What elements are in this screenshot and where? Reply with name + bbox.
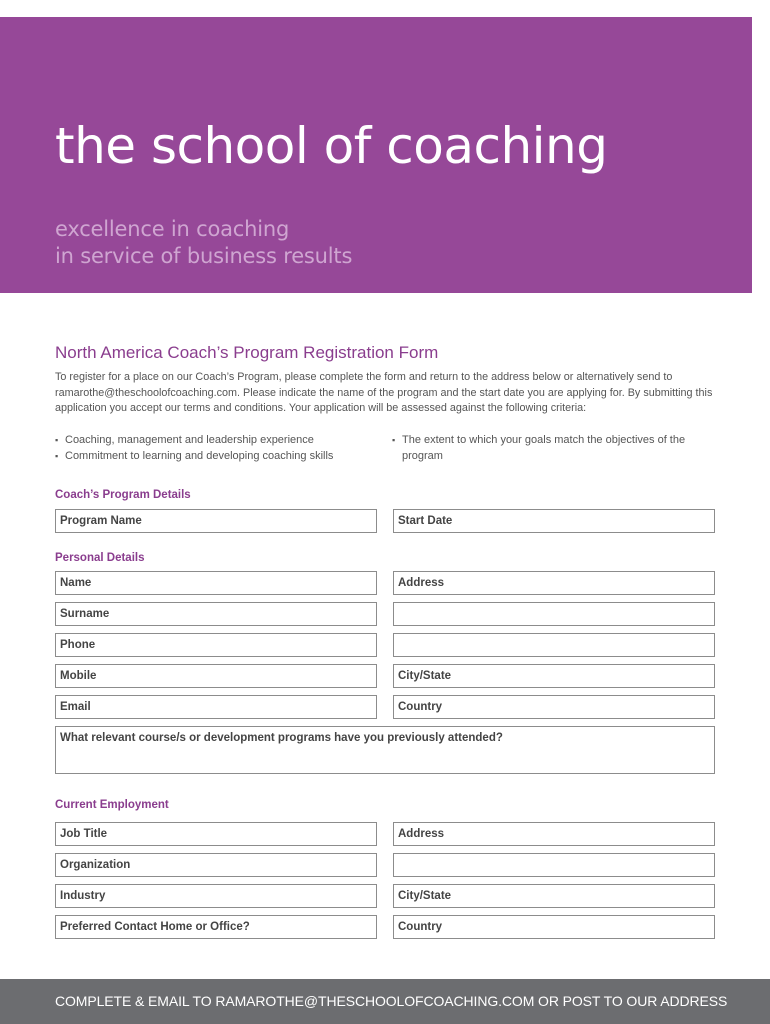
address-field[interactable]: [393, 571, 715, 595]
program-section-heading: Coach’s Program Details: [55, 489, 191, 501]
address-label: Address: [398, 577, 445, 589]
program-name-field[interactable]: [55, 509, 377, 533]
country-label: Country: [398, 701, 443, 713]
surname-field[interactable]: [55, 602, 377, 626]
organization-field[interactable]: [55, 853, 377, 877]
country-field[interactable]: [393, 695, 715, 719]
mobile-label: Mobile: [60, 670, 97, 682]
start-date-field[interactable]: [393, 509, 715, 533]
job-title-label: Job Title: [60, 828, 108, 840]
job-title-field[interactable]: [55, 822, 377, 846]
start-date-label: Start Date: [398, 515, 453, 527]
footer-bar: [0, 979, 770, 1024]
work-country-field[interactable]: [393, 915, 715, 939]
header-banner: [0, 17, 752, 293]
footer-text: COMPLETE & EMAIL TO RAMAROTHE@THESCHOOLOFCOACHING.COM OR POST TO OUR ADDRESS: [55, 993, 728, 1009]
email-field[interactable]: [55, 695, 377, 719]
work-city-state-label: City/State: [398, 890, 452, 902]
previous-courses-label: What relevant course/s or development programs have you previously attended?: [60, 732, 503, 744]
employment-section-heading: Current Employment: [55, 799, 169, 811]
organization-label: Organization: [60, 859, 131, 871]
address-line-2-field[interactable]: [393, 602, 715, 626]
form-title: North America Coach’s Program Registration Form: [55, 343, 439, 362]
criteria-item: ▪ Commitment to learning and developing coaching skills: [55, 449, 375, 465]
email-label: Email: [60, 701, 91, 713]
name-field[interactable]: [55, 571, 377, 595]
work-address-label: Address: [398, 828, 445, 840]
phone-label: Phone: [60, 639, 96, 651]
tagline-line-1: excellence in coaching: [55, 217, 290, 241]
personal-section-heading: Personal Details: [55, 552, 145, 564]
mobile-field[interactable]: [55, 664, 377, 688]
brand-title: the school of coaching: [55, 117, 608, 175]
phone-field[interactable]: [55, 633, 377, 657]
city-state-field[interactable]: [393, 664, 715, 688]
city-state-label: City/State: [398, 670, 452, 682]
previous-courses-field[interactable]: [55, 726, 715, 774]
work-address-field[interactable]: [393, 822, 715, 846]
criteria-item: ▪ The extent to which your goals match the objectives of the program: [392, 433, 692, 464]
preferred-contact-field[interactable]: [55, 915, 377, 939]
intro-paragraph: To register for a place on our Coach’s Program, please complete the form and return to the address below or alternatively send to ramarothe@theschoolofcoaching.com. Please indicate the name of the program and the start date you are applying for. By submitting this application you accept our terms and conditions. Your application will be assessed against the following criteria:: [55, 371, 713, 414]
address-line-3-field[interactable]: [393, 633, 715, 657]
industry-field[interactable]: [55, 884, 377, 908]
surname-label: Surname: [60, 608, 110, 620]
tagline-line-2: in service of business results: [55, 244, 353, 268]
name-label: Name: [60, 577, 92, 589]
criteria-item: ▪ Coaching, management and leadership experience: [55, 433, 375, 449]
work-country-label: Country: [398, 921, 443, 933]
industry-label: Industry: [60, 890, 106, 902]
work-city-state-field[interactable]: [393, 884, 715, 908]
criteria-list-right: [392, 433, 692, 464]
work-address-line-2-field[interactable]: [393, 853, 715, 877]
preferred-contact-label: Preferred Contact Home or Office?: [60, 921, 250, 933]
program-name-label: Program Name: [60, 515, 142, 527]
criteria-list-left: [55, 433, 375, 464]
